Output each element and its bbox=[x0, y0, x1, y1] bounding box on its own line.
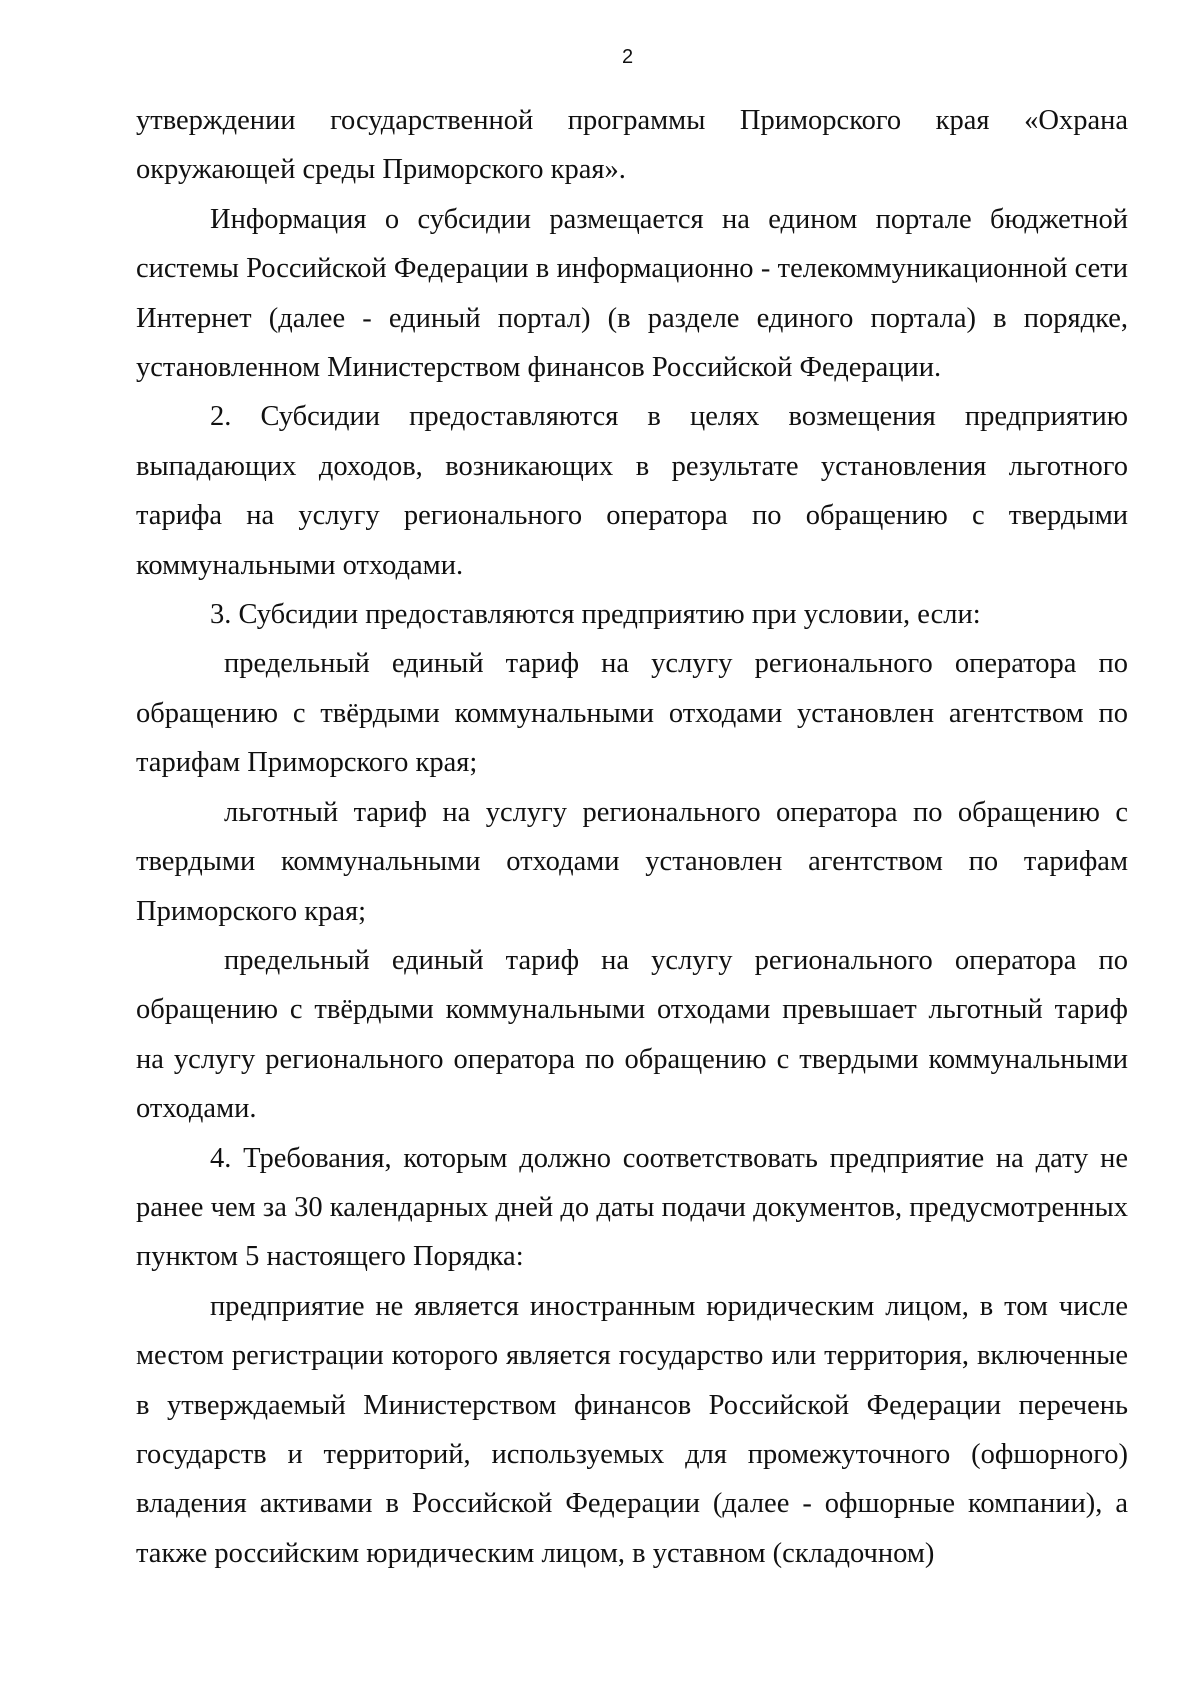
paragraph-condition-preferential-tariff: льготный тариф на услугу регионального оператора по обращению с твердыми коммунальными отходами установлен агентством по тарифам Приморского края; bbox=[136, 796, 1128, 927]
paragraph-item-3: 3. Субсидии предоставляются предприятию при условии, если: bbox=[210, 599, 981, 631]
paragraph-item-2: 2. Субсидии предоставляются в целях возмещения предприятию выпадающих доходов, возникающих в результате установления льготного тарифа на услугу регионального оператора по обращению с твердыми коммунальными отходами. bbox=[136, 401, 1128, 581]
paragraph-condition-max-tariff: предельный единый тариф на услугу регионального оператора по обращению с твёрдыми коммунальными отходами установлен агентством по тарифам Приморского края; bbox=[136, 648, 1128, 779]
paragraph-subsidy-information: Информация о субсидии размещается на едином портале бюджетной системы Российской Федерации в информационно - телекоммуникационной сети Интернет (далее - единый портал) (в разделе единого портала) в порядке, установленном Министерством финансов Российской Федерации. bbox=[136, 203, 1128, 384]
paragraph-program-continuation: утверждении государственной программы Приморского края «Охрана окружающей среды Приморского края». bbox=[136, 105, 1128, 186]
document-body bbox=[136, 96, 1128, 1578]
paragraph-requirement-foreign-entity: предприятие не является иностранным юридическим лицом, в том числе местом регистрации которого является государство или территория, включенные в утверждаемый Министерством финансов Российской Федерации перечень государств и территорий, используемых для промежуточного (офшорного) владения активами в Российской Федерации (далее - офшорные компании), а также российским юридическим лицом, в уставном (складочном) bbox=[136, 1290, 1128, 1569]
paragraph-condition-tariff-exceeds: предельный единый тариф на услугу регионального оператора по обращению с твёрдыми коммунальными отходами превышает льготный тариф на услугу регионального оператора по обращению с твердыми коммунальными отходами. bbox=[136, 944, 1128, 1125]
page-number: 2 bbox=[621, 46, 634, 68]
paragraph-item-4: 4. Требования, которым должно соответствовать предприятие на дату не ранее чем за 30 календарных дней до даты подачи документов, предусмотренных пунктом 5 настоящего Порядка: bbox=[136, 1142, 1128, 1273]
